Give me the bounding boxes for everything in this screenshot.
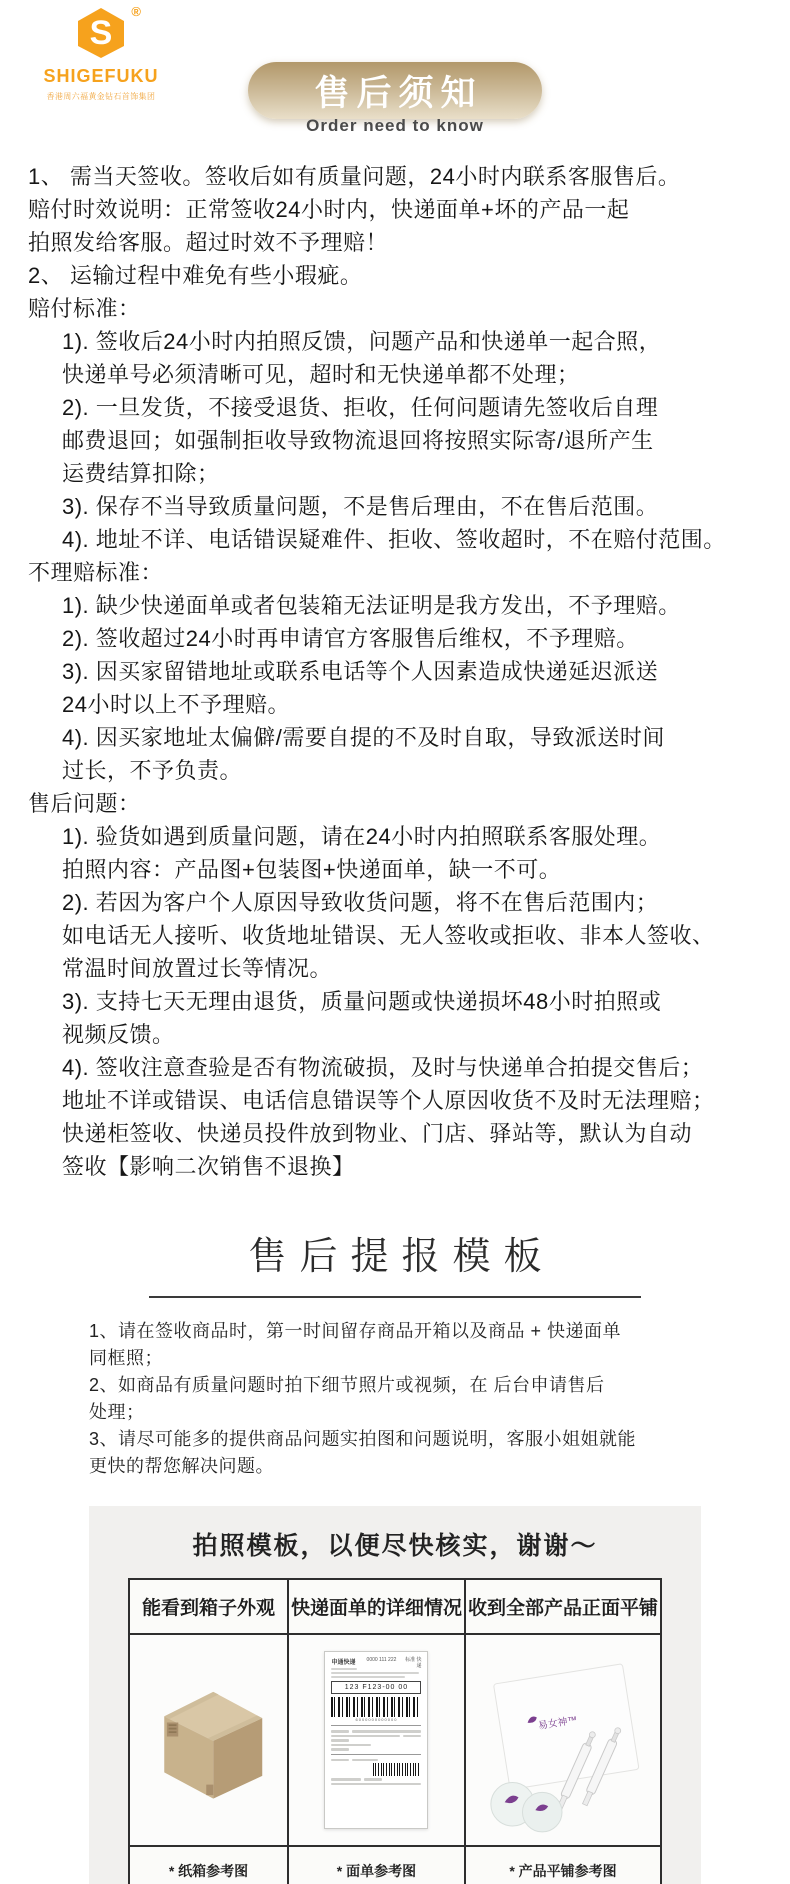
notice-line: 2). 一旦发货，不接受退货、拒收，任何问题请先签收后自理 — [62, 395, 659, 420]
caption-product: * 产品平铺参考图 — [509, 1863, 617, 1879]
notice-line: 3). 因买家留错地址或联系电话等个人因素造成快递延迟派送 — [62, 659, 659, 684]
waybill-number: 0000 111 222 — [366, 1657, 397, 1663]
product-flatlay-illustration — [479, 1646, 647, 1834]
waybill-barcode — [331, 1697, 421, 1717]
notice-line: 签收【影响二次销售不退换】 — [62, 1154, 355, 1179]
notice-line: 1). 缺少快递面单或者包装箱无法证明是我方发出，不予理赔。 — [62, 593, 681, 618]
notice-lines — [0, 152, 790, 1183]
notice-line: 1). 验货如遇到质量问题，请在24小时内拍照联系客服处理。 — [62, 824, 662, 849]
section-divider — [149, 1296, 641, 1298]
title-banner — [248, 62, 542, 119]
brand-name: SHIGEFUKU — [43, 66, 159, 86]
template-step-line: 3、请尽可能多的提供商品问题实拍图和问题说明，客服小姐姐就能 — [89, 1429, 637, 1449]
template-step-line: 2、如商品有质量问题时拍下细节照片或视频，在 后台申请售后 — [89, 1375, 605, 1395]
column-header-product: 收到全部产品正面平铺 — [466, 1580, 660, 1635]
notice-line: 视频反馈。 — [62, 1022, 175, 1047]
waybill-courier: 申通快递 — [331, 1660, 356, 1666]
notice-line: 1). 签收后24小时内拍照反馈，问题产品和快递单一起合照， — [62, 329, 662, 354]
notice-line: 运费结算扣除； — [62, 461, 220, 486]
notice-line: 2). 若因为客户个人原因导致收货问题，将不在售后范围内； — [62, 890, 659, 915]
brand-tagline: 香港周六福黄金钻石首饰集团 — [46, 91, 156, 101]
template-step-line: 同框照； — [89, 1348, 163, 1368]
notice-line: 赔付标准： — [28, 296, 141, 321]
waybill-code: 123 F123-00 00 — [331, 1681, 421, 1694]
photo-reference-table — [128, 1578, 662, 1884]
notice-line: 常温时间放置过长等情况。 — [62, 956, 333, 981]
template-step-line: 更快的帮您解决问题。 — [89, 1456, 274, 1476]
notice-line: 地址不详或错误、电话信息错误等个人原因收货不及时无法理赔； — [62, 1088, 715, 1113]
notice-line: 快递柜签收、快递员投件放到物业、门店、驿站等，默认为自动 — [62, 1121, 693, 1146]
notice-line: 24小时以上不予理赔。 — [62, 692, 290, 717]
page-header — [0, 0, 790, 152]
caption-box: * 纸箱参考图 — [130, 1847, 289, 1884]
notice-line: 赔付时效说明：正常签收24小时内，快递面单+坏的产品一起 — [28, 197, 630, 222]
waybill-photo — [289, 1635, 466, 1847]
brand-logo — [75, 4, 141, 65]
notice-line: 3). 支持七天无理由退货，质量问题或快递损坏48小时拍照或 — [62, 989, 662, 1014]
waybill-barcode-digits: 6000000000000 — [355, 1717, 398, 1722]
waybill-small-barcode — [373, 1763, 419, 1776]
notice-line: 如电话无人接听、收货地址错误、无人签收或拒收、非本人签收、 — [62, 923, 715, 948]
notice-line: 2). 签收超过24小时再申请官方客服售后维权，不予理赔。 — [62, 626, 639, 651]
registered-mark: ® — [131, 4, 141, 19]
column-header-waybill: 快递面单的详细情况 — [289, 1580, 466, 1635]
waybill-label-illustration — [324, 1651, 428, 1829]
template-step-line: 处理； — [89, 1402, 145, 1422]
waybill-service: 标准 快递 — [405, 1657, 422, 1669]
notice-line: 1、 需当天签收。签收后如有质量问题，24小时内联系客服售后。 — [28, 164, 681, 189]
page-subtitle: Order need to know — [306, 116, 484, 135]
column-header-box: 能看到箱子外观 — [130, 1580, 289, 1635]
product-flatlay-photo — [466, 1635, 660, 1847]
notice-line: 快递单号必须清晰可见，超时和无快递单都不处理； — [62, 362, 580, 387]
template-step-line: 1、请在签收商品时，第一时间留存商品开箱以及商品 + 快递面单 — [89, 1321, 622, 1341]
notice-line: 售后问题： — [28, 791, 141, 816]
notice-line: 拍照发给客服。超过时效不予理赔！ — [28, 230, 389, 255]
notice-line: 4). 因买家地址太偏僻/需要自提的不及时自取，导致派送时间 — [62, 725, 665, 750]
caption-waybill: * 面单参考图 — [289, 1847, 466, 1884]
notice-line: 3). 保存不当导致质量问题，不是售后理由，不在售后范围。 — [62, 494, 659, 519]
notice-line: 邮费退回；如强制拒收导致物流退回将按照实际寄/退所产生 — [62, 428, 654, 453]
cardboard-box-illustration — [138, 1670, 278, 1810]
notice-line: 拍照内容：产品图+包装图+快递面单，缺一不可。 — [62, 857, 562, 882]
photo-panel-title: 拍照模板，以便尽快核实，谢谢～ — [192, 1532, 598, 1560]
notice-line: 2、 运输过程中难免有些小瑕疵。 — [28, 263, 363, 288]
notice-line: 4). 签收注意查验是否有物流破损，及时与快递单合拍提交售后； — [62, 1055, 704, 1080]
template-section-title: 售后提报模板 — [248, 1236, 555, 1278]
hexagon-s-logo-icon — [75, 6, 127, 60]
photo-template-panel — [89, 1506, 701, 1884]
cardboard-box-photo — [130, 1635, 289, 1847]
page-title: 售后须知 — [314, 73, 483, 113]
brand-block — [26, 6, 176, 103]
notice-line: 4). 地址不详、电话错误疑难件、拒收、签收超时，不在赔付范围。 — [62, 527, 726, 552]
product-logo-text: 易女神™ — [537, 1714, 579, 1733]
notice-line: 过长，不予负责。 — [62, 758, 243, 783]
notice-line: 不理赔标准： — [28, 560, 164, 585]
template-steps — [89, 1318, 701, 1480]
svg-text:S: S — [89, 14, 113, 52]
